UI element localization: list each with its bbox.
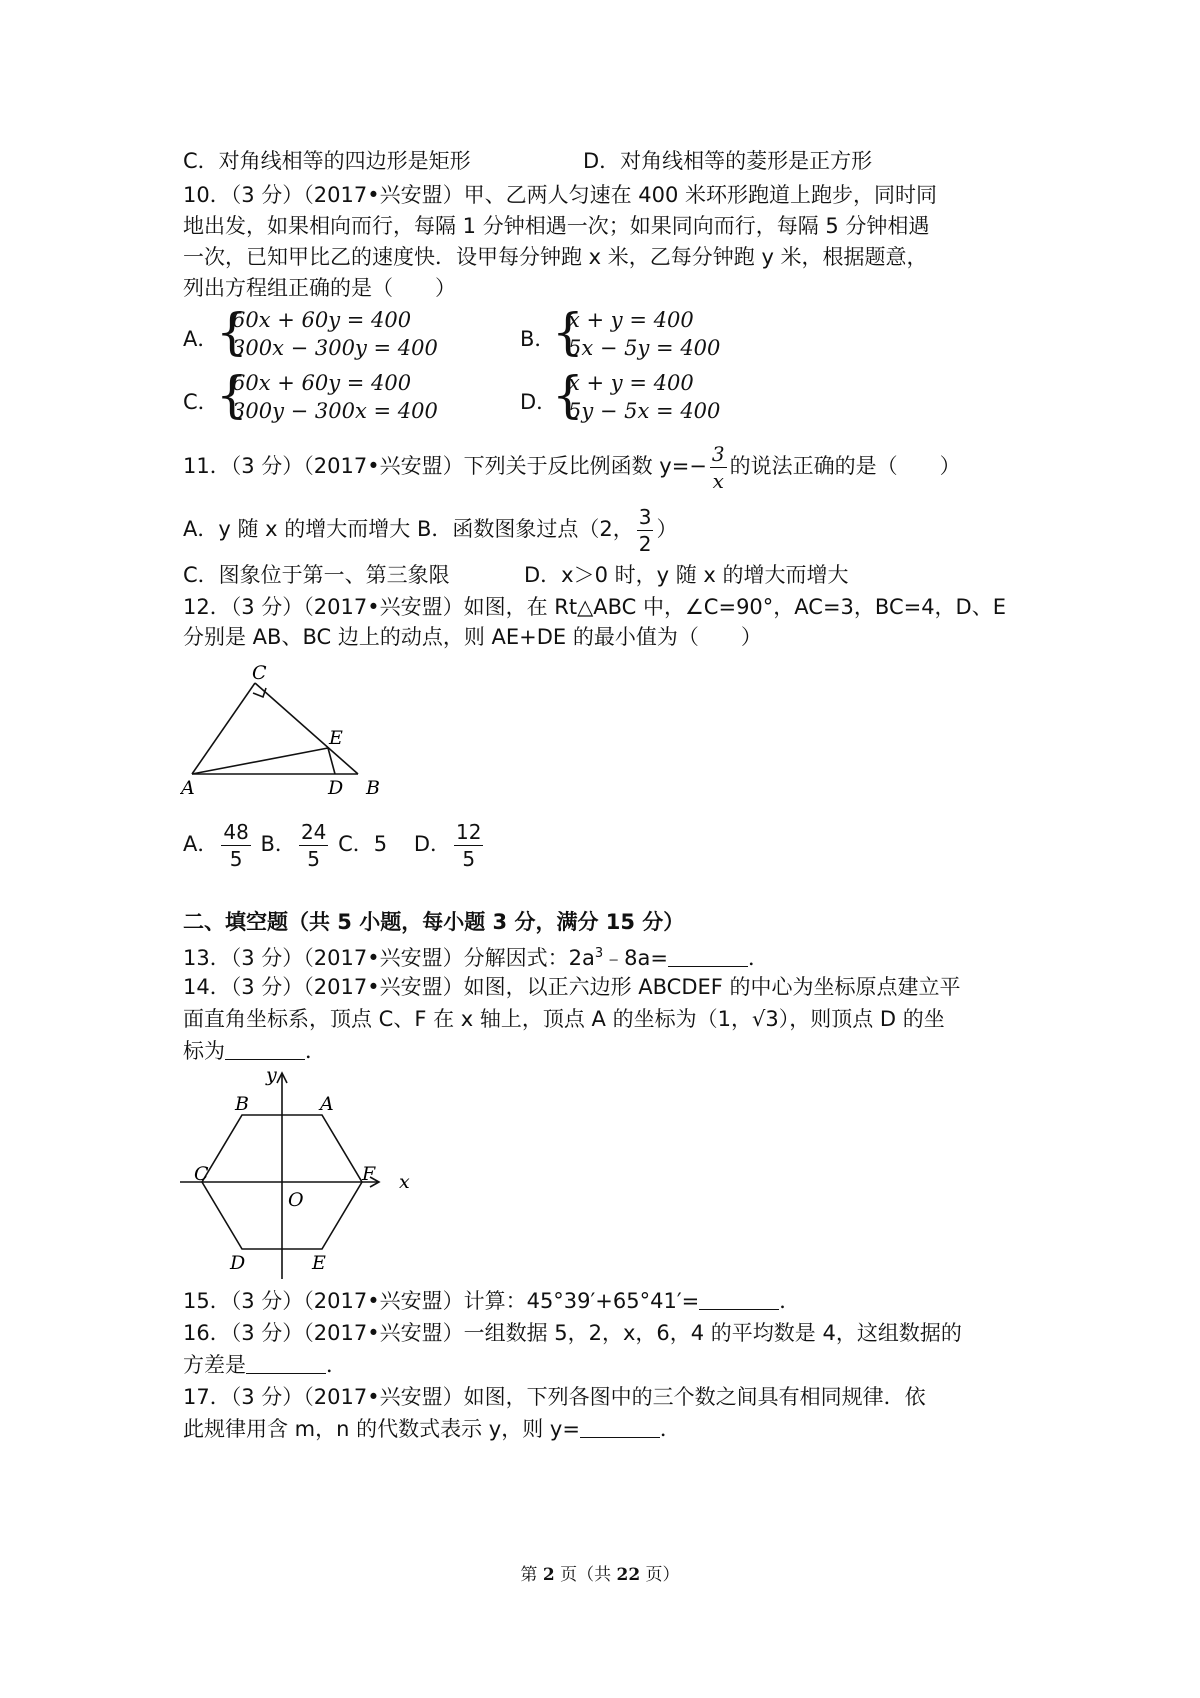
denominator: 2 <box>638 531 652 556</box>
numerator: 3 <box>711 441 725 466</box>
equation-1: 60x + 60y = 400 <box>232 371 412 395</box>
q11-options-ab <box>183 502 677 557</box>
fraction <box>637 504 654 557</box>
q15-text: 15．（3 分）（2017•兴安盟）计算：45°39′+65°41′= <box>183 1289 700 1313</box>
total-pages: 22 <box>616 1565 641 1585</box>
q11-option-a: A．y 随 x 的增大而增大 <box>183 517 411 541</box>
q12-stem-line-2: 分别是 AB、BC 边上的动点，则 AE+DE 的最小值为（ ） <box>183 625 762 649</box>
q11-option-b-after: ） <box>656 517 678 541</box>
brace: { <box>552 303 584 361</box>
equation-1: 60x + 60y = 400 <box>232 308 412 332</box>
q16-line-2 <box>183 1350 347 1380</box>
q12-option-b <box>260 819 332 871</box>
fraction <box>299 819 328 872</box>
q14-hexagon-figure <box>180 1064 420 1282</box>
fraction <box>221 819 250 872</box>
q14-line-2: 面直角坐标系，顶点 C、F 在 x 轴上，顶点 A 的坐标为（1，√3），则顶点 D 的坐 <box>183 1007 945 1031</box>
label-c: C <box>194 1163 209 1185</box>
label-o: O <box>288 1189 304 1211</box>
equation-2: 5x − 5y = 400 <box>568 336 721 360</box>
equation-2: 5y − 5x = 400 <box>568 399 721 423</box>
label-y: y <box>266 1064 277 1086</box>
footer-text: 页） <box>640 1565 680 1585</box>
brace: { <box>552 366 584 424</box>
answer-blank <box>580 1415 660 1438</box>
q17-line-2 <box>183 1414 681 1444</box>
q13-text-after: ﹣8a= <box>603 946 668 970</box>
equation-1: x + y = 400 <box>568 371 694 395</box>
q11-option-d: D．x＞0 时，y 随 x 的增大而增大 <box>524 563 849 587</box>
q16-text: 方差是 <box>183 1353 246 1377</box>
page-footer <box>0 1560 1200 1585</box>
label-b: B <box>235 1093 249 1115</box>
q12-triangle-figure <box>180 660 400 800</box>
label-e: E <box>329 727 343 749</box>
label-e: E <box>312 1252 326 1274</box>
denominator: x <box>712 468 724 493</box>
answer-blank <box>699 1287 779 1310</box>
option-label: C． <box>183 390 219 414</box>
equation-2: 300x − 300y = 400 <box>232 336 438 360</box>
q13 <box>183 939 769 973</box>
equation-1: x + y = 400 <box>568 308 694 332</box>
q12-stem-line-1: 12．（3 分）（2017•兴安盟）如图，在 Rt△ABC 中，∠C=90°，AC=3，BC=4，D、E <box>183 595 1006 619</box>
q13-text: 13．（3 分）（2017•兴安盟）分解因式：2a <box>183 946 595 970</box>
numerator: 12 <box>456 819 482 844</box>
q10-stem-line-2: 地出发，如果相向而行，每隔 1 分钟相遇一次；如果同向而行，每隔 5 分钟相遇 <box>183 214 930 238</box>
brace: { <box>216 303 248 361</box>
segment-ae <box>192 748 328 774</box>
numerator: 3 <box>638 504 652 529</box>
label-d: D <box>230 1252 246 1274</box>
option-label: B． <box>520 327 556 351</box>
option-label: A． <box>183 327 219 351</box>
numerator: 48 <box>223 819 249 844</box>
exponent: 3 <box>594 946 604 961</box>
q17-line-1: 17．（3 分）（2017•兴安盟）如图，下列各图中的三个数之间具有相同规律．依 <box>183 1385 926 1409</box>
option-label: A． <box>183 832 219 856</box>
label-b: B <box>366 777 380 799</box>
label-a: A <box>320 1093 334 1115</box>
q9-option-d: D．对角线相等的菱形是正方形 <box>583 149 873 173</box>
answer-blank <box>668 944 748 967</box>
numerator: 24 <box>300 819 327 844</box>
denominator: 5 <box>229 846 243 871</box>
q10-stem-line-4: 列出方程组正确的是（ ） <box>183 276 456 300</box>
denominator: 5 <box>307 846 321 871</box>
label-a: A <box>181 777 195 799</box>
equation-2: 300y − 300x = 400 <box>232 399 438 423</box>
fraction <box>454 819 483 872</box>
q12-options <box>183 814 486 874</box>
q12-option-a <box>183 819 254 871</box>
q12-option-c <box>338 832 387 856</box>
q11-option-c: C．图象位于第一、第三象限 <box>183 563 450 587</box>
option-label: C． <box>338 832 374 856</box>
q14-line-1: 14．（3 分）（2017•兴安盟）如图，以正六边形 ABCDEF 的中心为坐标原点建立平 <box>183 975 961 999</box>
period: ． <box>326 1353 347 1377</box>
q14-text: 标为 <box>183 1039 225 1063</box>
q14-line-3 <box>183 1036 326 1066</box>
option-label: B． <box>260 832 296 856</box>
option-label: D． <box>520 390 558 414</box>
side-ac <box>192 683 255 774</box>
brace: { <box>216 366 248 424</box>
q17-text: 此规律用含 m，n 的代数式表示 y，则 y= <box>183 1417 580 1441</box>
label-x: x <box>399 1171 410 1193</box>
footer-text: 页（共 <box>554 1565 617 1585</box>
period: ． <box>305 1039 326 1063</box>
label-c: C <box>252 662 267 684</box>
q10-stem-line-3: 一次，已知甲比乙的速度快．设甲每分钟跑 x 米，乙每分钟跑 y 米，根据题意， <box>183 245 928 269</box>
q11-option-b-before: B．函数图象过点（2， <box>416 517 634 541</box>
right-angle-mark <box>253 688 266 697</box>
fraction <box>710 441 727 494</box>
period: ． <box>779 1289 801 1313</box>
label-d: D <box>328 777 344 799</box>
label-f: F <box>362 1163 376 1185</box>
period: ． <box>659 1417 681 1441</box>
denominator: 5 <box>462 846 476 871</box>
q11-stem <box>183 440 961 494</box>
q11-stem-after: 的说法正确的是（ ） <box>729 454 961 478</box>
answer-blank <box>225 1037 305 1060</box>
q12-option-d <box>413 819 487 871</box>
page-number: 2 <box>542 1565 555 1585</box>
section-title: 二、填空题（共 5 小题，每小题 3 分，满分 15 分） <box>183 910 685 934</box>
q11-stem-before: 11．（3 分）（2017•兴安盟）下列关于反比例函数 y=− <box>183 454 707 478</box>
q16-line-1: 16．（3 分）（2017•兴安盟）一组数据 5，2，x，6，4 的平均数是 4，这组数据的 <box>183 1321 962 1345</box>
footer-text: 第 <box>520 1565 543 1585</box>
period: ． <box>747 946 769 970</box>
q9-option-c: C．对角线相等的四边形是矩形 <box>183 149 471 173</box>
option-label: D． <box>413 832 451 856</box>
option-value: 5 <box>373 832 388 856</box>
q15 <box>183 1286 800 1316</box>
answer-blank <box>246 1351 326 1374</box>
q10-stem-line-1: 10．（3 分）（2017•兴安盟）甲、乙两人匀速在 400 米环形跑道上跑步，同时同 <box>183 183 938 207</box>
